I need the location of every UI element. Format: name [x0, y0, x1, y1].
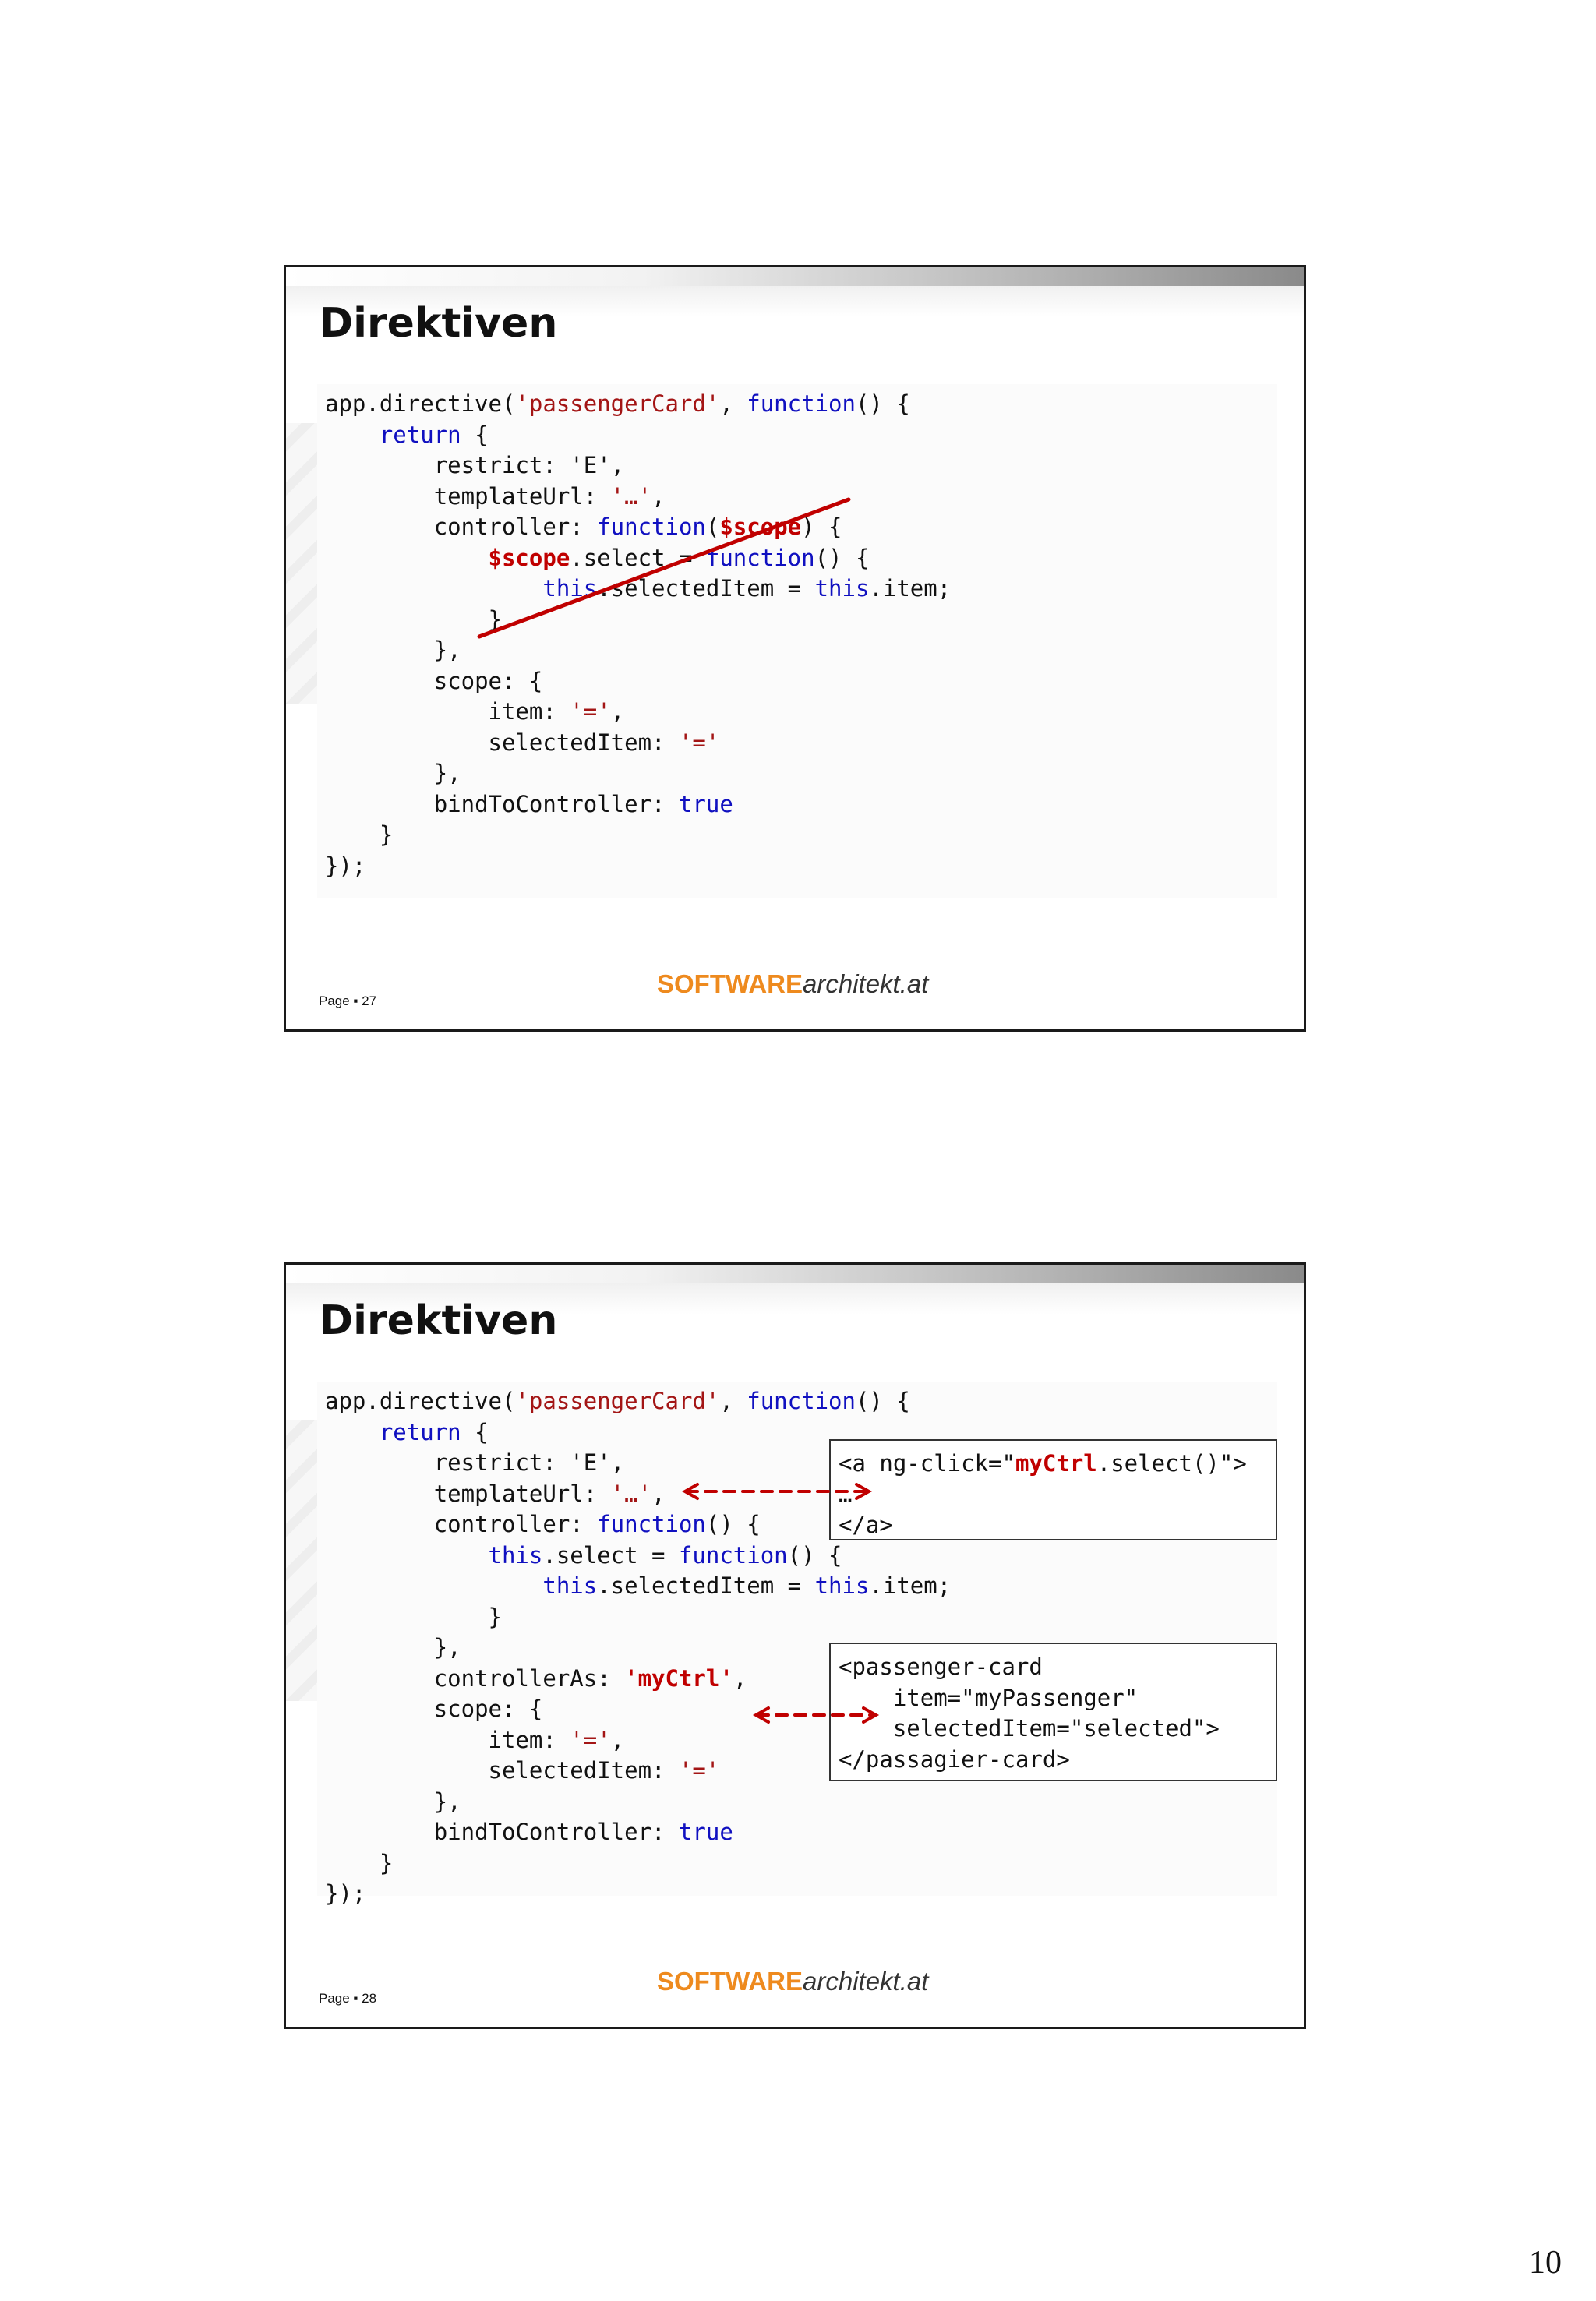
template-box-passenger-card: <passenger-card item="myPassenger" selectedItem="selected"> </passagier-card>: [829, 1643, 1277, 1781]
slide-title: Direktiven: [320, 300, 558, 347]
slide-title: Direktiven: [320, 1297, 558, 1344]
strike-through-annotation: [286, 267, 1306, 1032]
binding-arrows: [286, 1265, 1306, 2029]
page-label: Page ▪ 27: [319, 993, 377, 1008]
strike-line: [479, 499, 849, 637]
logo: SOFTWAREarchitekt.at: [657, 969, 929, 998]
page-number: 10: [1529, 2245, 1562, 2281]
slide-27: [284, 265, 1306, 1032]
code-listing: app.directive('passengerCard', function() { return { restrict: 'E', templateUrl: '…', controller: function() { this.select = function() { this.selectedItem = this.item; } }, controllerAs: 'myCtrl', scope: { item: '=', selectedItem: '=' }, bindToController: true } });: [325, 1388, 952, 1907]
page-label: Page ▪ 28: [319, 1991, 377, 2006]
arrow-templateurl: [685, 1484, 869, 1498]
template-box-anchor: <a ng-click="myCtrl.select()"> … </a>: [829, 1439, 1277, 1540]
arrow-scope: [756, 1708, 876, 1722]
logo: SOFTWAREarchitekt.at: [657, 1967, 929, 1996]
slide-28: [284, 1262, 1306, 2029]
code-listing: app.directive('passengerCard', function() { return { restrict: 'E', templateUrl: '…', controller: function($scope) { $scope.select = function() { this.selectedItem = this.item; } }, scope: { item: '=', selectedItem: '=' }, bindToController: true } });: [325, 390, 952, 879]
